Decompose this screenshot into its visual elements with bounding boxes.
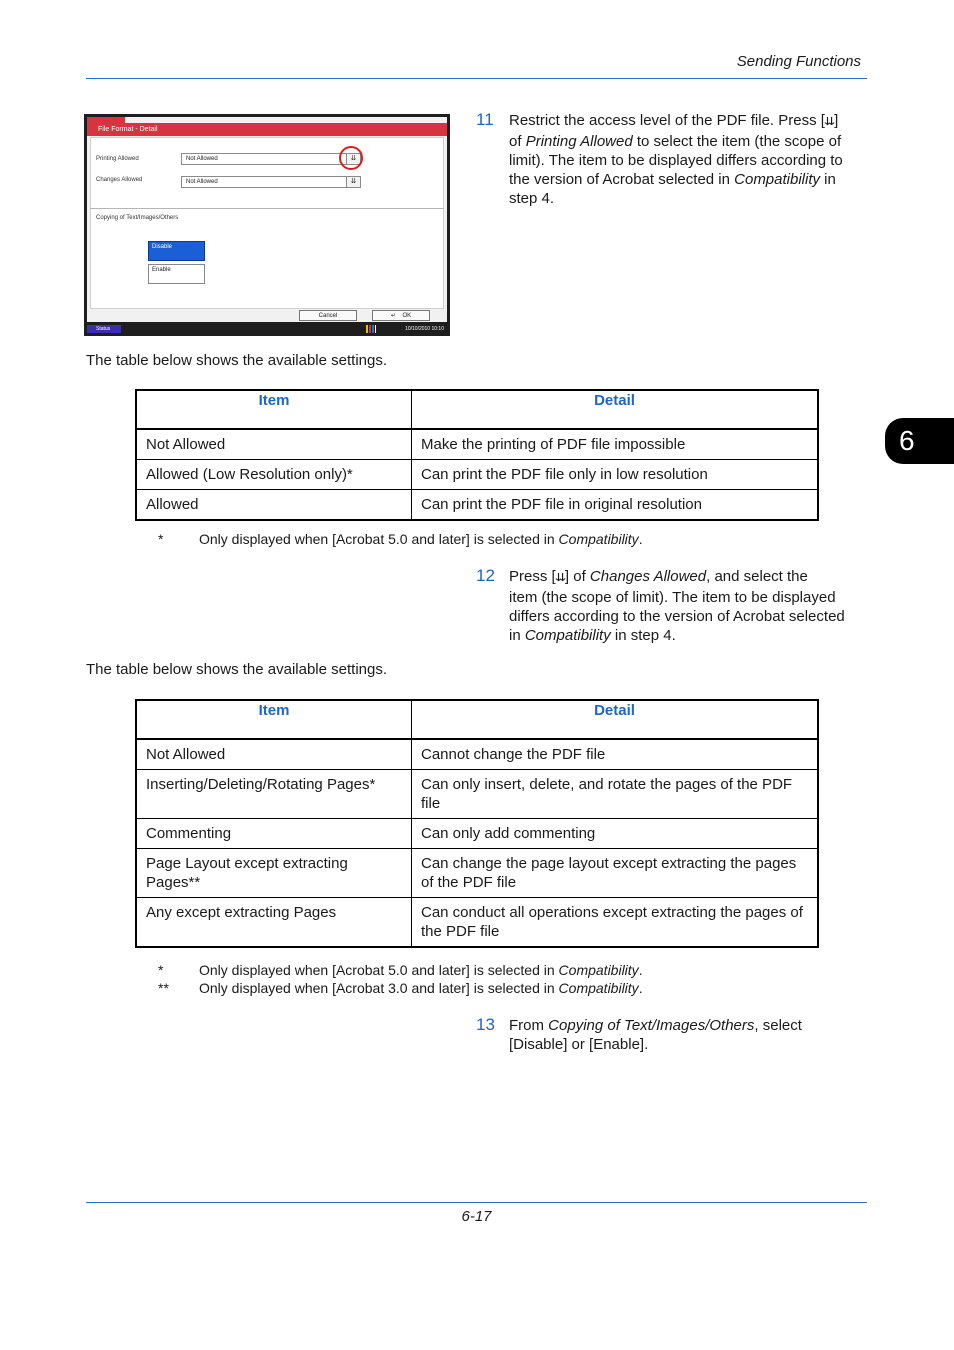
table-row <box>136 770 818 819</box>
table-cell: Can print the PDF file in original resolution <box>412 490 819 521</box>
step-12-line1a: Press [ <box>509 568 556 585</box>
changes-allowed-value: Not Allowed <box>186 179 218 185</box>
ok-button-label: OK <box>402 313 412 319</box>
screen-content <box>87 117 447 322</box>
footnote-text: Only displayed when [Acrobat 5.0 and later] is selected in <box>199 531 559 547</box>
step-11-text <box>509 111 865 208</box>
printing-allowed-label: Printing Allowed <box>96 156 139 162</box>
double-chevron-down-icon: ⇊ <box>823 116 836 128</box>
table-cell: Make the printing of PDF file impossible <box>412 429 819 460</box>
step-12-text <box>509 567 865 645</box>
step-12-line2: item (the scope of limit). The item to be displayed <box>509 589 836 606</box>
footnote-end: . <box>638 531 643 547</box>
disable-option[interactable]: Disable <box>148 241 205 261</box>
step-11-line1: Restrict the access level of the PDF file. Press [ <box>509 112 825 129</box>
screen-datetime: 10/10/2010 10:10 <box>405 326 444 332</box>
step-11-line2a: of <box>509 133 526 150</box>
table-row <box>136 819 818 849</box>
step-13-line1a: From <box>509 1017 549 1034</box>
step-13-line2: [Disable] or [Enable]. <box>509 1036 649 1053</box>
enable-option[interactable]: Enable <box>148 264 205 284</box>
table-cell: Can only insert, delete, and rotate the pages of the PDF file <box>412 770 819 819</box>
table-cell: Can print the PDF file only in low resolution <box>412 460 819 490</box>
step-12-line1b: ] of <box>564 568 590 585</box>
changes-allowed-label: Changes Allowed <box>96 177 143 183</box>
enter-icon: ↵ <box>390 313 403 319</box>
changes-allowed-select[interactable] <box>181 176 361 188</box>
step-11-line4a: the version of Acrobat selected in <box>509 171 735 188</box>
footnote-2b <box>158 980 758 996</box>
step-11-number: 11 <box>476 110 494 129</box>
compatibility-term: Compatibility <box>524 627 611 644</box>
copying-label: Copying of Text/Images/Others <box>96 215 179 221</box>
chapter-tab: 6 <box>885 418 954 464</box>
compatibility-term: Compatibility <box>734 171 821 188</box>
footnote-1 <box>158 531 758 547</box>
table-header-item: Item <box>136 700 412 739</box>
table-row <box>136 849 818 898</box>
step-11-line3: limit). The item to be displayed differs according to <box>509 152 843 169</box>
table-cell: Allowed <box>136 490 412 521</box>
table-row <box>136 460 818 490</box>
copying-term: Copying of Text/Images/Others <box>548 1017 755 1034</box>
step-13-number: 13 <box>476 1015 495 1034</box>
table-row <box>136 490 818 521</box>
table-header-detail: Detail <box>412 700 819 739</box>
double-chevron-down-icon[interactable]: ⇊ <box>346 154 360 164</box>
footnote-italic: Compatibility <box>558 980 639 996</box>
footnote-text: Only displayed when [Acrobat 5.0 and later] is selected in <box>199 962 559 978</box>
printing-allowed-select[interactable] <box>181 153 361 165</box>
step-13-text <box>509 1016 865 1054</box>
status-bar <box>84 323 450 336</box>
table-cell: Cannot change the PDF file <box>412 739 819 770</box>
step-12-line4a: in <box>509 627 525 644</box>
table-intro-2: The table below shows the available settings. <box>86 661 388 678</box>
printing-allowed-term: Printing Allowed <box>525 133 633 150</box>
table-cell: Not Allowed <box>136 739 412 770</box>
device-screen-screenshot <box>84 114 450 336</box>
footnote-mark: * <box>158 531 164 547</box>
footnote-2a <box>158 962 758 978</box>
double-chevron-down-icon: ⇊ <box>554 572 567 584</box>
table-cell: Can conduct all operations except extracting the pages of the PDF file <box>412 898 819 948</box>
screen-title: File Format - Detail <box>87 123 447 136</box>
printing-allowed-value: Not Allowed <box>186 156 218 162</box>
footnote-end: . <box>638 962 643 978</box>
table-row <box>136 898 818 948</box>
printing-settings-table <box>135 389 819 521</box>
footnote-italic: Compatibility <box>558 962 639 978</box>
table-cell: Allowed (Low Resolution only)* <box>136 460 412 490</box>
double-chevron-down-icon[interactable]: ⇊ <box>346 177 360 187</box>
step-12-line3: differs according to the version of Acrobat selected <box>509 608 845 625</box>
header-section-title: Sending Functions <box>736 53 861 70</box>
step-11-line5: step 4. <box>509 190 555 207</box>
footnote-mark: ** <box>158 980 169 996</box>
table-cell: Page Layout except extracting Pages** <box>136 849 412 898</box>
footer-rule <box>86 1202 867 1203</box>
header-rule <box>86 78 867 79</box>
table-cell: Can change the page layout except extracting the pages of the PDF file <box>412 849 819 898</box>
table-row <box>136 739 818 770</box>
footnote-text: Only displayed when [Acrobat 3.0 and later] is selected in <box>199 980 559 996</box>
table-cell: Inserting/Deleting/Rotating Pages* <box>136 770 412 819</box>
table-row <box>136 429 818 460</box>
table-cell: Any except extracting Pages <box>136 898 412 948</box>
step-11-line2b: to select the item (the scope of <box>632 133 842 150</box>
footnote-italic: Compatibility <box>558 531 639 547</box>
changes-allowed-term: Changes Allowed <box>589 568 707 585</box>
toner-level-icon <box>366 325 376 333</box>
changes-settings-table <box>135 699 819 948</box>
footnote-end: . <box>638 980 643 996</box>
step-12-line1c: , and select the <box>706 568 808 585</box>
screen-divider <box>90 208 444 209</box>
page-number: 6-17 <box>461 1208 492 1225</box>
table-header-item: Item <box>136 390 412 429</box>
step-13-line1b: , select <box>754 1017 802 1034</box>
step-12-number: 12 <box>476 566 495 585</box>
table-cell: Can only add commenting <box>412 819 819 849</box>
status-button[interactable]: Status <box>87 325 121 333</box>
footnote-mark: * <box>158 962 164 978</box>
cancel-button[interactable]: Cancel <box>299 310 357 321</box>
step-11-line1-end: ] <box>834 112 839 129</box>
step-11-line4b: in <box>820 171 836 188</box>
table-cell: Not Allowed <box>136 429 412 460</box>
step-12-line4b: in step 4. <box>610 627 676 644</box>
table-cell: Commenting <box>136 819 412 849</box>
table-header-detail: Detail <box>412 390 819 429</box>
ok-button[interactable] <box>372 310 430 321</box>
table-intro-1: The table below shows the available settings. <box>86 352 388 369</box>
highlight-circle <box>339 146 363 170</box>
